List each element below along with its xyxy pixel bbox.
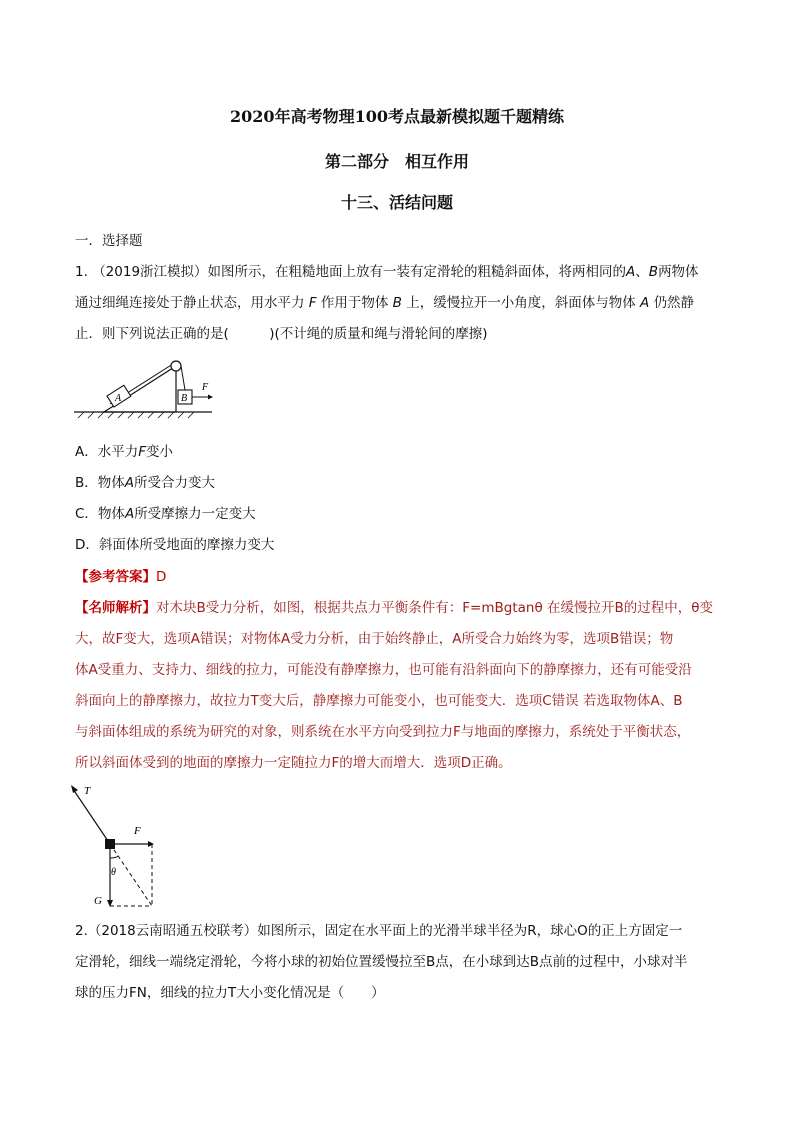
q1-line-1: 1. （2019浙江模拟）如图所示，在粗糙地面上放有一装有定滑轮的粗糙斜面体，将两相同的A、B两物体 — [75, 264, 699, 280]
q1-explain-line-2: 大，故F变大，选项A错误；对物体A受力分析，由于始终静止，A所受合力始终为零，选项B错误；物 — [75, 631, 674, 647]
string-vertical — [181, 366, 185, 390]
q1-line-2: 通过细绳连接处于静止状态，用水平力 F 作用于物体 B 上，缓慢拉开一小角度，斜面体与物体 A 仍然静 — [75, 295, 695, 311]
pulley — [171, 361, 181, 371]
block-b-label: B — [181, 393, 188, 404]
q1-explain-line-6: 所以斜面体受到的地面的摩擦力一定随拉力F的增大而增大．选项D正确。 — [75, 755, 512, 771]
q1-option-d[interactable]: D．斜面体所受地面的摩擦力变大 — [75, 537, 275, 553]
theta-label: θ — [111, 867, 116, 878]
section-title: 十三、活结问题 — [340, 193, 453, 212]
q2-line-2: 定滑轮，细线一端绕定滑轮，今将小球的初始位置缓慢拉至B点，在小球到达B点前的过程中，小球对半 — [75, 954, 688, 970]
part-title: 第二部分 相互作用 — [324, 152, 469, 171]
force-f-label: F — [202, 382, 209, 393]
q1-option-a[interactable]: A．水平力F变小 — [75, 444, 174, 460]
q1-explain-line-5: 与斜面体组成的系统为研究的对象，则系统在水平方向受到拉力F与地面的摩擦力，系统处于平衡状态， — [75, 724, 691, 740]
q1-line-3: 止．则下列说法正确的是( )(不计绳的质量和绳与滑轮间的摩擦) — [75, 326, 488, 342]
q1-explain-line-1: 【名师解析】对木块B受力分析，如图，根据共点力平衡条件有：F=mBgtanθ 在缓慢拉开B的过程中，θ变 — [75, 600, 714, 616]
tension-arrow — [73, 789, 110, 844]
block-a-label: A — [115, 393, 122, 404]
section-label: 一．选择题 — [75, 233, 143, 249]
incline-figure — [72, 352, 222, 424]
doc-title: 2020年高考物理100考点最新模拟题千题精练 — [230, 107, 564, 126]
q2-line-1: 2.（2018云南昭通五校联考）如图所示，固定在水平面上的光滑半球半径为R，球心O的正上方固定一 — [75, 923, 683, 939]
q1-option-b[interactable]: B．物体A所受合力变大 — [75, 475, 216, 491]
tension-label: T — [84, 785, 91, 797]
force-diagram — [70, 782, 170, 912]
block-square — [105, 839, 115, 849]
force-f-text: F — [134, 825, 141, 837]
q2-line-3: 球的压力FN，细线的拉力T大小变化情况是（ ） — [75, 985, 385, 1001]
ground-hatch — [78, 412, 194, 418]
q1-explain-line-4: 斜面向上的静摩擦力，故拉力T变大后，静摩擦力可能变小，也可能变大．选项C错误 若选取物体A、B — [75, 693, 683, 709]
q1-option-c[interactable]: C．物体A所受摩擦力一定变大 — [75, 506, 256, 522]
resultant-dashed — [110, 844, 152, 906]
gravity-label: G — [94, 895, 102, 907]
q1-explain-line-3: 体A受重力、支持力、细线的拉力，可能没有静摩擦力，也可能有沿斜面向下的静摩擦力，还有可能受沿 — [75, 662, 692, 678]
q1-answer: 【参考答案】D — [75, 569, 167, 585]
